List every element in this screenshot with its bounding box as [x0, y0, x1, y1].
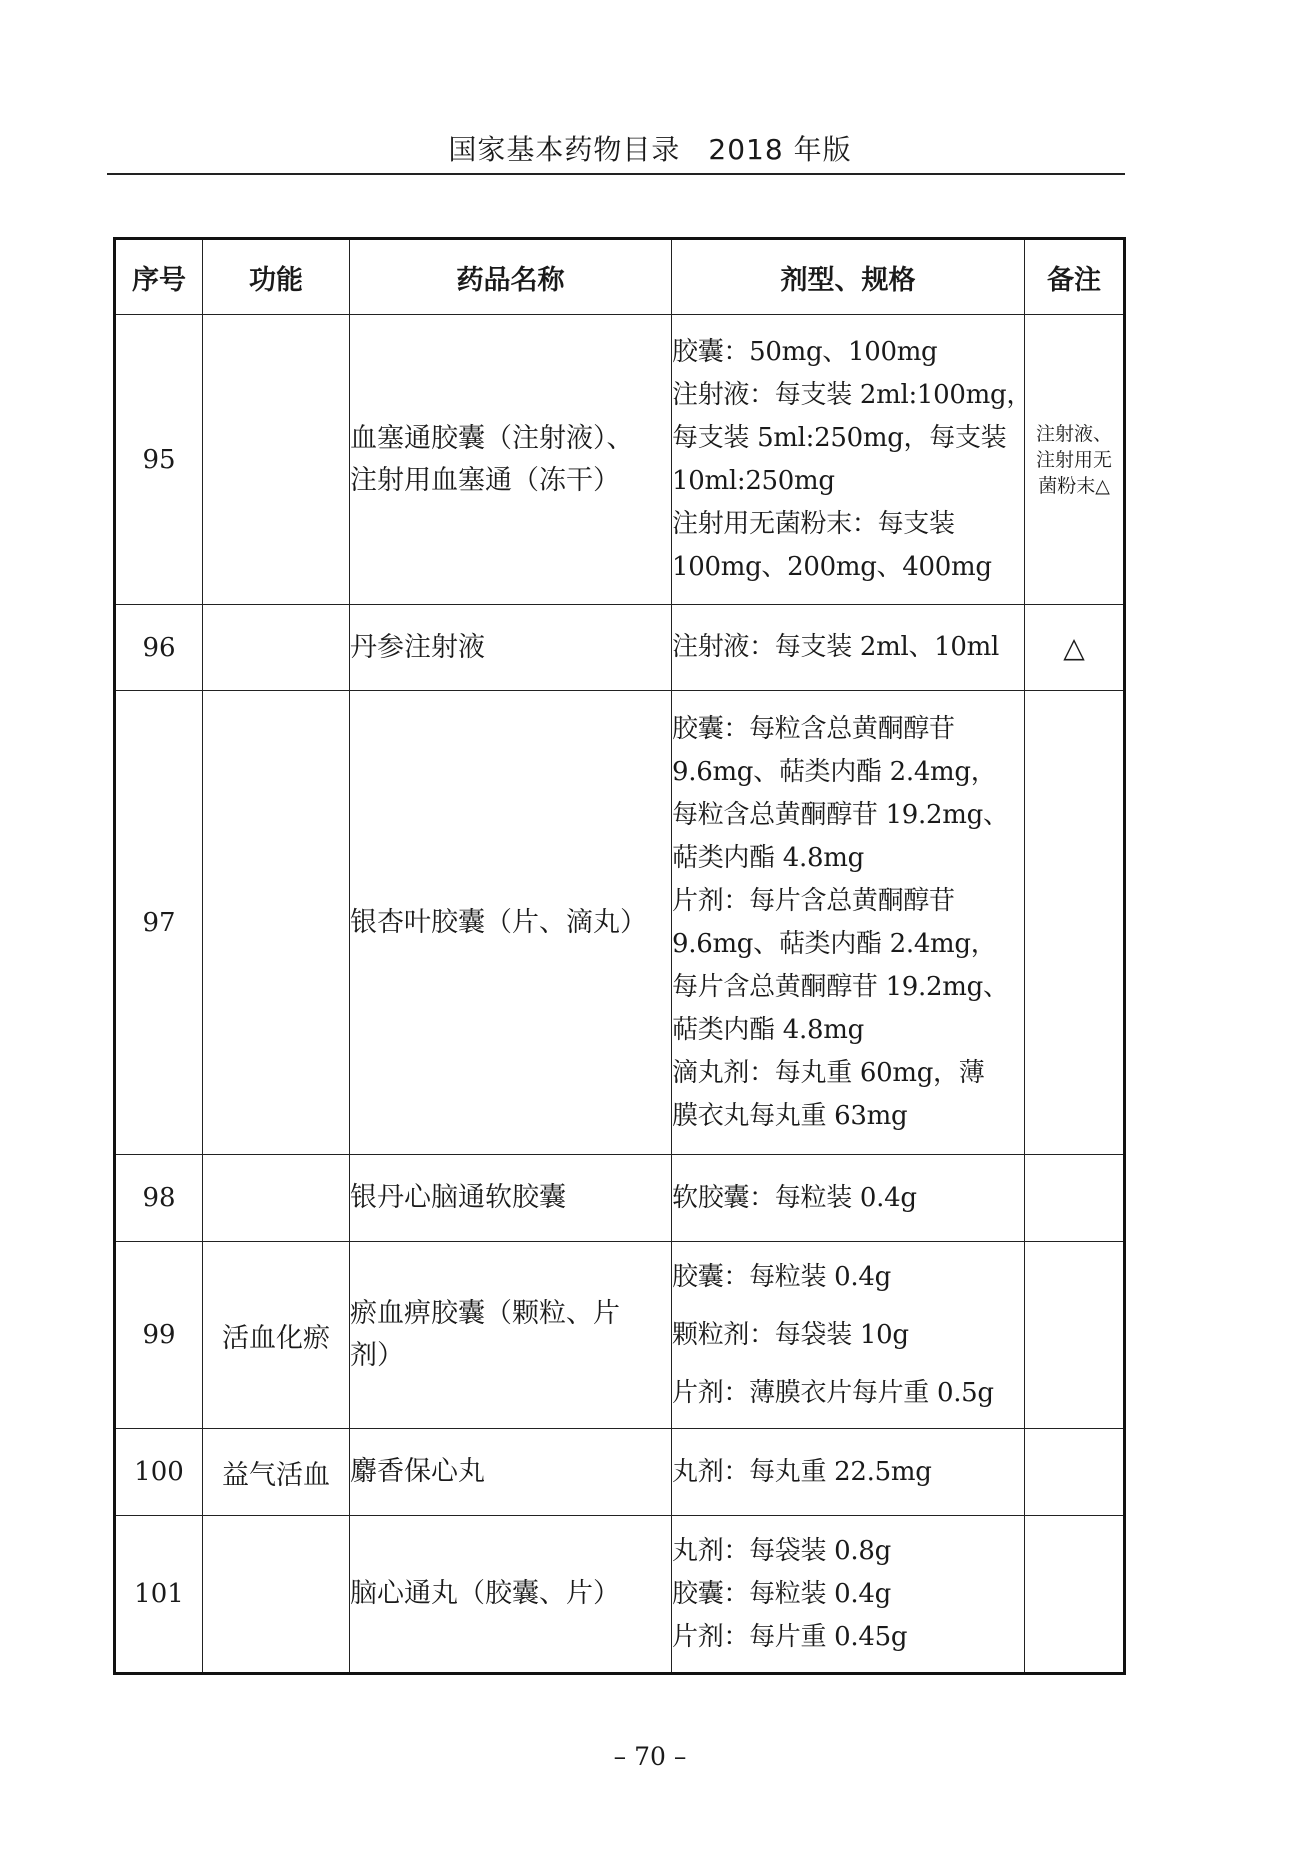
spec-line: 每片含总黄酮醇苷 19.2mg、: [672, 971, 1009, 1002]
drug-name-line: 丹参注射液: [350, 631, 485, 663]
row-function: [203, 315, 350, 605]
spec-line: 胶囊：50mg、100mg: [672, 336, 938, 367]
column-header-dosage-form-spec: 剂型、规格: [672, 239, 1025, 315]
header-rule: [107, 173, 1125, 175]
spec-line: 注射液：每支装 2ml:100mg，: [672, 379, 1033, 410]
row-number: 96: [115, 605, 203, 691]
row-remark: [1025, 315, 1125, 605]
spec-line: 萜类内酯 4.8mg: [672, 842, 864, 873]
spec-line: 胶囊：每粒装 0.4g: [672, 1262, 891, 1292]
row-remark: [1025, 1516, 1125, 1674]
table-header-row: [115, 239, 1125, 315]
spec-line: 滴丸剂：每丸重 60mg，薄: [672, 1057, 985, 1088]
drug-name-line: 血塞通胶囊（注射液）、: [350, 422, 634, 454]
column-header-drug-name: 药品名称: [350, 239, 672, 315]
row-remark: [1025, 691, 1125, 1155]
spec-line: 膜衣丸每丸重 63mg: [672, 1100, 908, 1131]
row-drug-name: [350, 1242, 672, 1429]
spec-line: 100mg、200mg、400mg: [672, 551, 992, 582]
row-drug-name: [350, 315, 672, 605]
running-header: [0, 128, 1300, 168]
spec-line: 胶囊：每粒含总黄酮醇苷: [672, 713, 955, 744]
spec-line: 胶囊：每粒装 0.4g: [672, 1578, 891, 1609]
table-row: [115, 1242, 1125, 1429]
row-function: [203, 605, 350, 691]
edition-label: 2018 年版: [708, 133, 852, 166]
spec-line: 丸剂：每袋装 0.8g: [672, 1535, 891, 1566]
drug-name-line: 脑心通丸（胶囊、片）: [350, 1578, 620, 1609]
spec-line: 萜类内酯 4.8mg: [672, 1014, 864, 1045]
row-number: 99: [115, 1242, 203, 1429]
row-drug-name: [350, 1155, 672, 1242]
row-spec: [672, 1242, 1025, 1429]
drug-name-line: 注射用血塞通（冻干）: [350, 464, 620, 496]
spec-line: 每支装 5ml:250mg，每支装: [672, 422, 1007, 453]
row-number: 98: [115, 1155, 203, 1242]
spec-line: 9.6mg、萜类内酯 2.4mg，: [672, 756, 997, 787]
row-drug-name: [350, 1516, 672, 1674]
drug-name-line: 剂）: [350, 1340, 404, 1371]
row-remark: [1025, 605, 1125, 691]
table-row: [115, 691, 1125, 1155]
table-row: [115, 605, 1125, 691]
row-spec: [672, 1155, 1025, 1242]
row-spec: [672, 1429, 1025, 1516]
spec-line: 10ml:250mg: [672, 465, 835, 496]
table-row: [115, 315, 1125, 605]
table-row: [115, 1155, 1125, 1242]
row-drug-name: [350, 691, 672, 1155]
remark-line: 注射液、: [1035, 422, 1112, 445]
row-remark: [1025, 1155, 1125, 1242]
row-number: 95: [115, 315, 203, 605]
spec-line: 片剂：每片含总黄酮醇苷: [672, 885, 955, 916]
spec-line: 每粒含总黄酮醇苷 19.2mg、: [672, 799, 1009, 830]
row-spec: [672, 605, 1025, 691]
row-drug-name: [350, 1429, 672, 1516]
row-number: 100: [115, 1429, 203, 1516]
table-row: [115, 1429, 1125, 1516]
row-spec: [672, 1516, 1025, 1674]
column-header-number: 序号: [115, 239, 203, 315]
row-spec: [672, 691, 1025, 1155]
column-header-remarks: 备注: [1025, 239, 1125, 315]
row-number: 101: [115, 1516, 203, 1674]
row-function: 活血化瘀: [203, 1242, 350, 1429]
row-remark: [1025, 1429, 1125, 1516]
spec-line: 软胶囊：每粒装 0.4g: [672, 1182, 917, 1213]
row-function: [203, 1516, 350, 1674]
row-function: [203, 1155, 350, 1242]
row-spec: [672, 315, 1033, 605]
remark-line: 菌粉末△: [1038, 474, 1110, 497]
spec-line: 9.6mg、萜类内酯 2.4mg，: [672, 928, 997, 959]
row-remark: [1025, 1242, 1125, 1429]
drug-name-line: 银杏叶胶囊（片、滴丸）: [350, 906, 647, 938]
row-number: 97: [115, 691, 203, 1155]
spec-line: 注射用无菌粉末：每支装: [672, 508, 955, 539]
drug-name-line: 银丹心脑通软胶囊: [350, 1182, 566, 1213]
catalog-title: 国家基本药物目录: [448, 133, 681, 166]
spec-line: 片剂：每片重 0.45g: [672, 1621, 908, 1652]
row-function: [203, 691, 350, 1155]
spec-line: 注射液：每支装 2ml、10ml: [672, 632, 1000, 662]
remark-line: △: [1063, 630, 1085, 664]
spec-line: 片剂：薄膜衣片每片重 0.5g: [672, 1378, 994, 1408]
remark-line: 注射用无: [1035, 448, 1112, 471]
table-row: [115, 1516, 1125, 1674]
row-drug-name: [350, 605, 672, 691]
drug-name-line: 瘀血痹胶囊（颗粒、片: [350, 1298, 620, 1329]
spec-line: 丸剂：每丸重 22.5mg: [672, 1456, 932, 1487]
column-header-function: 功能: [203, 239, 350, 315]
drug-name-line: 麝香保心丸: [350, 1456, 485, 1487]
page-number: – 70 –: [613, 1742, 687, 1771]
drug-table: [113, 237, 1126, 1675]
spec-line: 颗粒剂：每袋装 10g: [672, 1320, 909, 1350]
row-function: 益气活血: [203, 1429, 350, 1516]
